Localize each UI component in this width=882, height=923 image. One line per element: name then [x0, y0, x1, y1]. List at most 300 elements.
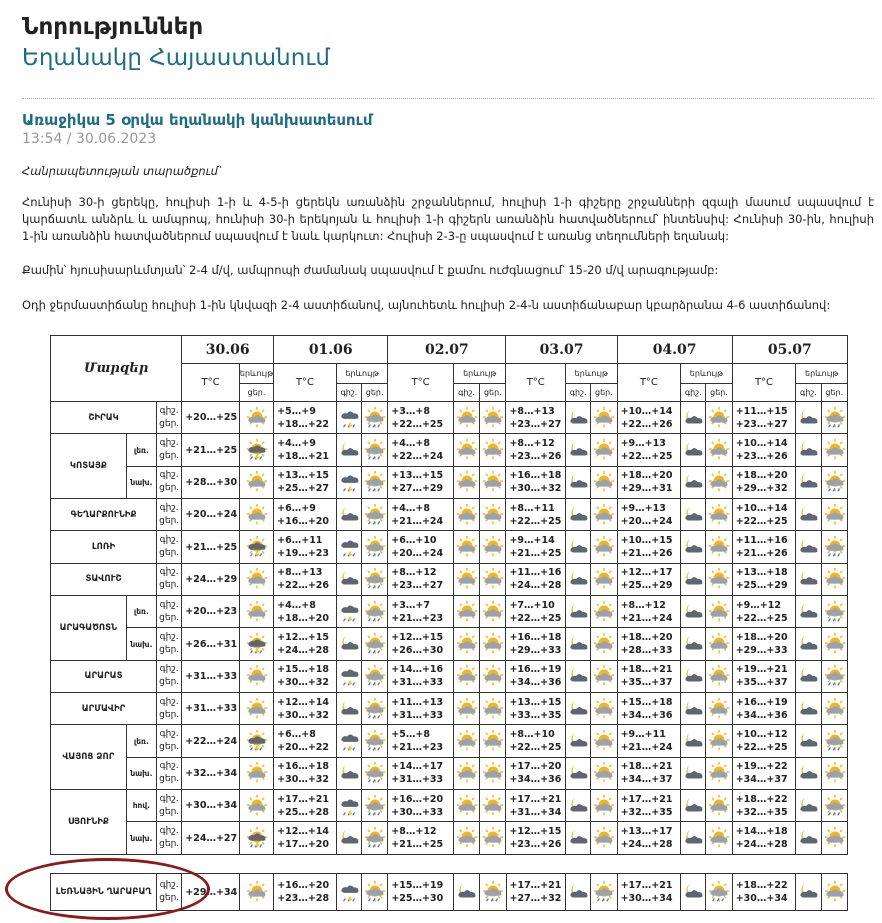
day-temp: +34…+36	[509, 774, 562, 786]
night-temp: +4…+8	[391, 502, 430, 514]
night-weather-icon	[336, 402, 361, 434]
temp-range	[274, 660, 337, 692]
day-temp: +25…+28	[277, 806, 330, 818]
night-weather-icon	[681, 434, 706, 466]
day-weather-icon	[821, 628, 847, 660]
day-temp: +21…+25	[509, 548, 562, 560]
night-weather-icon	[566, 790, 591, 822]
day-weather-icon	[480, 790, 506, 822]
night-weather-icon	[453, 725, 479, 757]
first-day-temp: +30…+34	[182, 790, 240, 822]
day-temp: +28…+33	[620, 645, 673, 657]
night-weather-icon	[796, 822, 821, 855]
night-temp: +17…+21	[620, 793, 673, 805]
first-day-temp: +24…+29	[182, 563, 240, 595]
weather-icon	[239, 402, 273, 434]
table-row	[51, 434, 848, 466]
day-temp: +21…+25	[391, 839, 444, 851]
night-temp: +17…+21	[509, 880, 562, 891]
table-row	[51, 499, 848, 531]
day-weather-icon	[591, 499, 617, 531]
night-weather-icon	[796, 693, 821, 725]
night-temp: +14…+17	[391, 761, 444, 773]
temp-range	[617, 693, 681, 725]
night-label: գիշ.	[159, 696, 179, 707]
day-weather-icon	[821, 531, 847, 563]
night-weather-icon	[336, 660, 361, 692]
night-weather-icon	[566, 563, 591, 595]
night-weather-icon	[566, 874, 591, 911]
night-weather-icon	[566, 693, 591, 725]
day-temp: +26…+30	[391, 645, 444, 657]
day-weather-icon	[591, 628, 617, 660]
night-weather-icon	[796, 563, 821, 595]
night-temp: +10…+12	[735, 729, 788, 741]
night-temp: +8…+11	[509, 502, 555, 514]
day-weather-icon	[706, 499, 732, 531]
day-temp: +32…+35	[735, 806, 788, 818]
temp-range	[732, 693, 796, 725]
day-label: ցեր.	[159, 645, 180, 656]
temp-range	[617, 563, 681, 595]
night-weather-icon	[336, 434, 361, 466]
night-weather-icon	[566, 596, 591, 628]
day-weather-icon	[821, 757, 847, 789]
night-weather-icon	[566, 499, 591, 531]
night-header: գիշ.	[796, 384, 821, 402]
night-label: գիշ.	[159, 880, 179, 890]
temp-range	[617, 466, 681, 498]
night-temp: +13…+15	[277, 470, 330, 482]
night-temp: +16…+18	[509, 470, 562, 482]
night-temp: +8…+12	[620, 599, 666, 611]
temp-range	[617, 725, 681, 757]
region-name: ԱՐԱՐԱՏ	[51, 660, 157, 692]
day-weather-icon	[821, 725, 847, 757]
night-temp: +12…+14	[277, 696, 330, 708]
night-weather-icon	[453, 466, 479, 498]
table-row	[51, 660, 848, 692]
first-day-temp: +32…+34	[182, 757, 240, 789]
day-weather-icon	[706, 660, 732, 692]
region-name: ԼԵՌՆԱՅԻՆ ՂԱՐԱԲԱՂ	[51, 874, 157, 911]
night-temp: +16…+20	[391, 793, 444, 805]
temp-range	[506, 563, 566, 595]
night-temp: +5…+8	[391, 729, 430, 741]
day-temp: +29…+32	[735, 483, 788, 495]
day-temp: +30…+32	[277, 677, 330, 689]
day-temp: +23…+26	[509, 839, 562, 851]
first-day-temp: +31…+33	[182, 660, 240, 692]
night-weather-icon	[681, 660, 706, 692]
temp-range	[506, 466, 566, 498]
day-temp: +19…+23	[277, 548, 330, 560]
day-weather-icon	[706, 725, 732, 757]
day-night-labels	[157, 628, 182, 660]
day-weather-icon	[480, 822, 506, 855]
night-weather-icon	[336, 790, 361, 822]
night-temp: +17…+21	[620, 880, 673, 891]
temp-range	[732, 434, 796, 466]
day-temp: +21…+24	[391, 515, 444, 527]
day-temp: +24…+28	[735, 839, 788, 851]
day-weather-icon	[821, 693, 847, 725]
temp-range	[732, 790, 796, 822]
night-temp: +3…+8	[391, 405, 430, 417]
day-temp: +18…+21	[277, 451, 330, 463]
night-temp: +7…+10	[509, 599, 555, 611]
day-temp: +30…+32	[277, 709, 330, 721]
day-weather-icon	[480, 531, 506, 563]
day-temp: +22…+25	[391, 418, 444, 430]
night-temp: +14…+18	[735, 826, 788, 838]
day-weather-icon	[591, 790, 617, 822]
temp-range	[274, 790, 337, 822]
day-weather-icon	[706, 466, 732, 498]
day-weather-icon	[706, 757, 732, 789]
night-label: գիշ.	[159, 567, 179, 578]
temp-header: T°C	[506, 364, 566, 402]
day-night-labels	[157, 596, 182, 628]
day-weather-icon	[821, 499, 847, 531]
day-temp: +32…+35	[620, 806, 673, 818]
temp-range	[617, 790, 681, 822]
first-day-temp: +26…+31	[182, 628, 240, 660]
weather-header: երևույթ	[336, 364, 388, 384]
weather-icon	[239, 790, 273, 822]
temp-range	[274, 628, 337, 660]
highlight-oval	[5, 858, 210, 920]
night-weather-icon	[454, 874, 480, 911]
weather-header: երևույթ	[796, 364, 848, 384]
night-label: գիշ.	[159, 535, 179, 546]
night-temp: +9…+12	[735, 599, 781, 611]
temp-range	[274, 725, 337, 757]
weather-header: երևույթ	[681, 364, 733, 384]
day-temp: +23…+28	[277, 893, 330, 904]
night-weather-icon	[796, 757, 821, 789]
day-weather-icon	[821, 790, 847, 822]
article-date: 13:54 / 30.06.2023	[22, 131, 157, 147]
night-weather-icon	[796, 596, 821, 628]
day-label: ցեր.	[159, 548, 180, 559]
day-header: ցեր.	[821, 384, 847, 402]
day-temp: +34…+37	[735, 774, 788, 786]
temp-range	[274, 466, 337, 498]
night-temp: +9…+14	[509, 535, 555, 547]
day-temp: +34…+36	[620, 709, 673, 721]
day-weather-icon	[362, 790, 388, 822]
day-temp: +30…+34	[735, 893, 788, 904]
night-weather-icon	[336, 725, 361, 757]
subregion-name: նախ.	[126, 628, 156, 660]
temp-range	[732, 822, 796, 855]
temp-range	[388, 757, 454, 789]
temp-range	[388, 402, 454, 434]
day-temp: +22…+25	[735, 742, 788, 754]
day-weather-icon	[362, 466, 388, 498]
night-temp: +15…+19	[391, 880, 444, 891]
night-temp: +4…+9	[277, 438, 316, 450]
region-name: ԿՈՏԱՅՔ	[51, 434, 127, 499]
temp-range	[274, 563, 337, 595]
day-temp: +31…+33	[391, 677, 444, 689]
temp-header: T°C	[274, 364, 337, 402]
night-weather-icon	[453, 531, 479, 563]
weather-icon	[239, 531, 273, 563]
day-night-labels	[157, 466, 182, 498]
night-weather-icon	[566, 660, 591, 692]
temp-range	[274, 434, 337, 466]
night-weather-icon	[796, 628, 821, 660]
night-temp: +8…+12	[391, 826, 437, 838]
region-name: ՇԻՐԱԿ	[51, 402, 157, 434]
day-weather-icon	[821, 822, 847, 855]
weather-icon	[239, 466, 273, 498]
temp-range	[617, 628, 681, 660]
night-weather-icon	[681, 725, 706, 757]
temp-range	[388, 790, 454, 822]
day-night-labels	[157, 531, 182, 563]
night-weather-icon	[796, 402, 821, 434]
temp-range	[732, 874, 796, 911]
day-label: ցեր.	[159, 451, 180, 462]
temp-range	[617, 660, 681, 692]
day-label: ցեր.	[159, 774, 180, 785]
night-weather-icon	[566, 757, 591, 789]
first-day-temp: +28…+30	[182, 466, 240, 498]
night-temp: +6…+10	[391, 535, 437, 547]
day-temp: +21…+26	[735, 548, 788, 560]
temp-range	[617, 499, 681, 531]
night-temp: +8…+13	[509, 405, 555, 417]
temp-range	[274, 757, 337, 789]
day-temp: +22…+25	[620, 451, 673, 463]
day-temp: +23…+27	[735, 418, 788, 430]
temp-range	[506, 499, 566, 531]
night-weather-icon	[796, 660, 821, 692]
temp-range	[732, 725, 796, 757]
night-temp: +9…+13	[620, 502, 666, 514]
day-temp: +25…+30	[391, 893, 444, 904]
day-weather-icon	[362, 725, 388, 757]
temp-range	[617, 757, 681, 789]
day-temp: +30…+32	[509, 483, 562, 495]
day-temp: +25…+27	[277, 483, 330, 495]
night-header: գիշ.	[336, 384, 361, 402]
day-weather-icon	[480, 466, 506, 498]
day-label: ցեր.	[159, 677, 180, 688]
night-temp: +10…+14	[620, 405, 673, 417]
day-weather-icon	[706, 402, 732, 434]
night-weather-icon	[681, 822, 706, 855]
night-temp: +11…+16	[735, 535, 788, 547]
night-weather-icon	[453, 822, 479, 855]
first-day-temp: +29…+34	[182, 874, 240, 911]
night-temp: +18…+20	[735, 632, 788, 644]
temp-header: T°C	[732, 364, 796, 402]
temp-range	[388, 596, 454, 628]
night-temp: +12…+15	[509, 826, 562, 838]
night-weather-icon	[336, 822, 361, 855]
night-temp: +4…+8	[277, 599, 316, 611]
weather-section-title[interactable]: Եղանակը Հայաստանում	[22, 45, 330, 71]
night-temp: +18…+20	[620, 632, 673, 644]
night-weather-icon	[796, 499, 821, 531]
day-temp: +29…+33	[735, 645, 788, 657]
night-weather-icon	[681, 693, 706, 725]
region-name: ՎԱՅՈՑ ՁՈՐ	[51, 725, 127, 790]
first-day-temp: +22…+24	[182, 725, 240, 757]
day-weather-icon	[706, 563, 732, 595]
night-weather-icon	[681, 790, 706, 822]
day-temp: +22…+24	[391, 451, 444, 463]
article-paragraph-3: Օդի ջերմաստիճանը հուլիսի 1-ին կնվազի 2-4 աստիճանով, այնուհետև հուլիսի 2-4-ն աստիճանաբար կբարձրանա 4-6 աստիճանով:	[22, 298, 831, 312]
night-temp: +15…+18	[620, 696, 673, 708]
first-day-temp: +21…+25	[182, 434, 240, 466]
night-weather-icon	[336, 499, 361, 531]
temp-range	[617, 434, 681, 466]
region-header: Մարզեր	[51, 336, 182, 402]
night-weather-icon	[336, 757, 361, 789]
night-weather-icon	[681, 628, 706, 660]
temp-range	[388, 466, 454, 498]
day-weather-icon	[480, 402, 506, 434]
night-temp: +8…+12	[391, 567, 437, 579]
day-temp: +17…+20	[277, 839, 330, 851]
night-weather-icon	[336, 874, 361, 911]
night-temp: +9…+13	[620, 438, 666, 450]
temp-range	[388, 874, 454, 911]
day-weather-icon	[362, 822, 388, 855]
night-temp: +19…+22	[735, 761, 788, 773]
subregion-name: նախ.	[126, 466, 156, 498]
day-temp: +21…+23	[391, 742, 444, 754]
day-night-labels	[157, 499, 182, 531]
night-temp: +12…+14	[277, 826, 330, 838]
table-row	[51, 693, 848, 725]
date-header: 04.07	[617, 336, 732, 364]
day-temp: +21…+26	[620, 548, 673, 560]
day-label: ցեր.	[159, 806, 180, 817]
night-temp: +8…+13	[277, 567, 323, 579]
day-weather-icon	[706, 822, 732, 855]
day-weather-icon	[591, 596, 617, 628]
night-weather-icon	[681, 563, 706, 595]
table-row	[51, 790, 848, 822]
night-temp: +10…+14	[735, 502, 788, 514]
day-label: ցեր.	[159, 893, 180, 903]
weather-icon	[239, 757, 273, 789]
day-weather-icon	[480, 596, 506, 628]
day-temp: +33…+35	[509, 709, 562, 721]
day-temp: +34…+36	[509, 677, 562, 689]
night-temp: +16…+18	[509, 632, 562, 644]
temp-range	[274, 822, 337, 855]
day-temp: +30…+34	[620, 893, 673, 904]
weather-icon	[239, 434, 273, 466]
temp-range	[732, 402, 796, 434]
date-header: 03.07	[506, 336, 617, 364]
temp-header: T°C	[617, 364, 681, 402]
day-temp: +22…+26	[277, 580, 330, 592]
temp-range	[274, 531, 337, 563]
night-temp: +16…+19	[509, 664, 562, 676]
night-temp: +13…+17	[620, 826, 673, 838]
news-section-title[interactable]: Նորություններ	[22, 14, 204, 40]
day-weather-icon	[706, 693, 732, 725]
day-weather-icon	[480, 499, 506, 531]
day-temp: +30…+32	[277, 774, 330, 786]
day-night-labels	[157, 563, 182, 595]
temp-range	[732, 563, 796, 595]
table-row	[51, 725, 848, 757]
page-heading	[22, 12, 872, 74]
day-weather-icon	[362, 628, 388, 660]
night-weather-icon	[796, 874, 821, 911]
temp-range	[732, 466, 796, 498]
day-temp: +18…+20	[277, 612, 330, 624]
temp-range	[732, 499, 796, 531]
night-temp: +6…+9	[277, 502, 316, 514]
night-temp: +16…+20	[277, 880, 330, 891]
night-header: գիշ.	[681, 384, 706, 402]
day-night-labels	[157, 660, 182, 692]
weather-header: երևույթ	[453, 364, 506, 384]
night-weather-icon	[796, 790, 821, 822]
article-title[interactable]: Առաջիկա 5 օրվա եղանակի կանխատեսում	[22, 111, 373, 129]
night-weather-icon	[453, 563, 479, 595]
day-temp: +23…+26	[509, 451, 562, 463]
day-temp: +22…+25	[509, 515, 562, 527]
day-weather-icon	[362, 596, 388, 628]
temp-range	[732, 628, 796, 660]
night-weather-icon	[453, 660, 479, 692]
night-weather-icon	[566, 434, 591, 466]
day-weather-icon	[591, 757, 617, 789]
weather-icon	[239, 822, 273, 855]
night-weather-icon	[566, 628, 591, 660]
night-label: գիշ.	[159, 470, 179, 481]
night-temp: +12…+17	[620, 567, 673, 579]
divider	[22, 98, 874, 99]
day-weather-icon	[821, 563, 847, 595]
region-name: ԱՐՄԱՎԻՐ	[51, 693, 157, 725]
day-weather-icon	[362, 402, 388, 434]
day-temp: +21…+24	[620, 612, 673, 624]
temp-range	[617, 822, 681, 855]
night-label: գիշ.	[159, 826, 179, 837]
day-label: ցեր.	[159, 839, 180, 850]
day-temp: +24…+28	[509, 580, 562, 592]
day-night-labels	[157, 725, 182, 757]
day-weather-icon	[591, 563, 617, 595]
day-label: ցեր.	[159, 742, 180, 753]
night-temp: +11…+16	[509, 567, 562, 579]
first-day-temp: +21…+25	[182, 531, 240, 563]
date-header: 01.06	[274, 336, 388, 364]
day-header: ցեր.	[591, 384, 617, 402]
day-night-labels	[157, 402, 182, 434]
night-label: գիշ.	[159, 405, 179, 416]
day-weather-icon	[821, 466, 847, 498]
date-header: 02.07	[388, 336, 506, 364]
day-temp: +30…+33	[391, 806, 444, 818]
day-temp: +24…+28	[277, 645, 330, 657]
day-temp: +23…+27	[509, 418, 562, 430]
temp-range	[506, 822, 566, 855]
weather-icon	[239, 563, 273, 595]
